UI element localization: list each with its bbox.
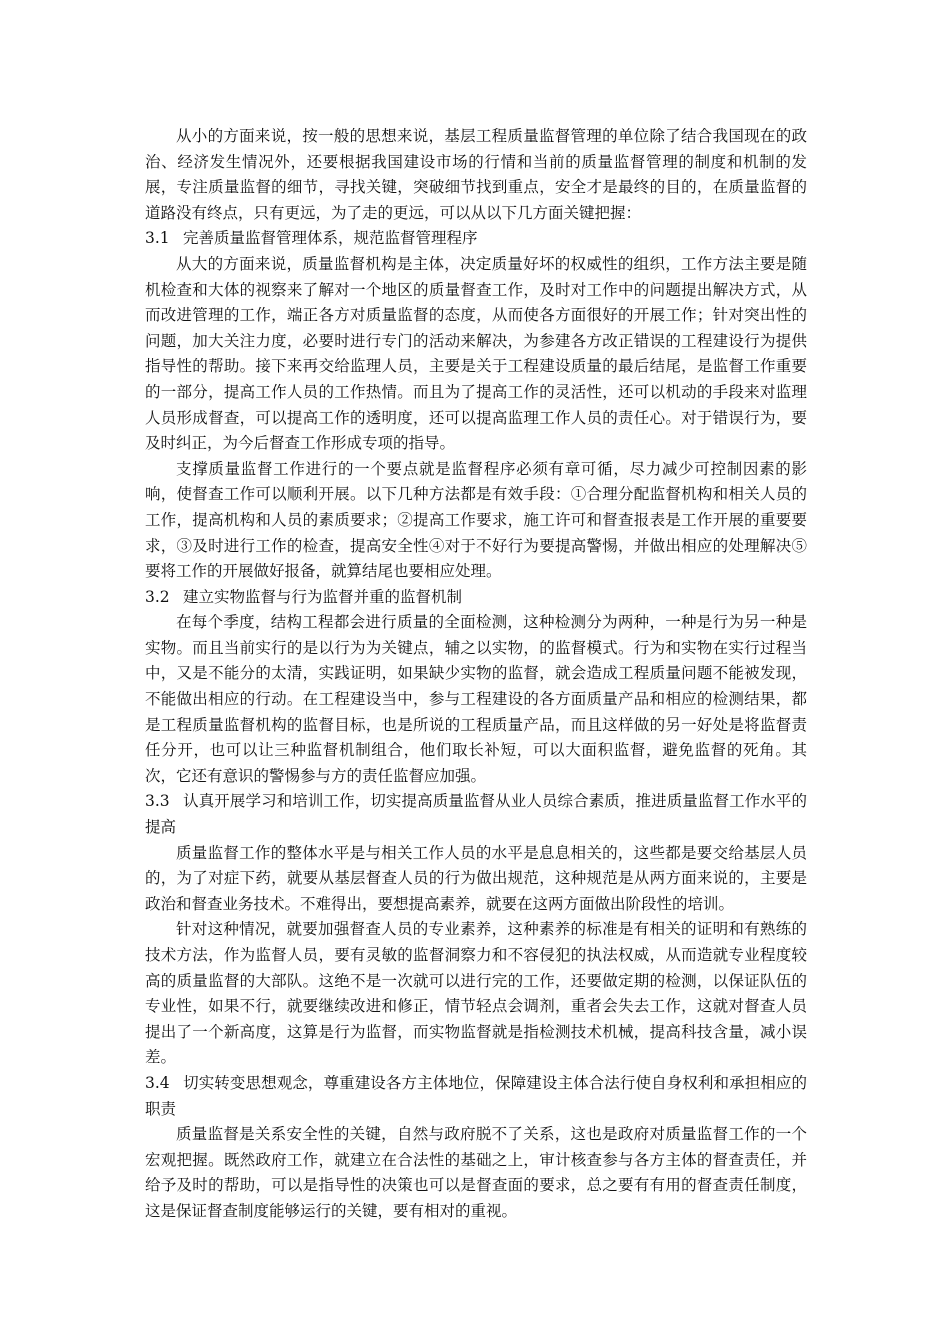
section-title: 建立实物监督与行为监督并重的监督机制 (183, 587, 463, 606)
paragraph: 质量监督是关系安全性的关键，自然与政府脱不了关系，这也是政府对质量监督工作的一个宏观把握。既然政府工作，就建立在合法性的基础之上，审计核查参与各方主体的督查责任，并给予及时的帮助，可以是指导性的决策也可以是督查面的要求，总之要有有用的督查责任制度，这是保证督查制度能够运行的关键，要有相对的重视。 (145, 1125, 807, 1220)
section-heading-3-3 (145, 789, 807, 840)
section-number: 3.3 (145, 792, 170, 811)
section-heading-3-2 (145, 585, 807, 611)
paragraph: 在每个季度，结构工程都会进行质量的全面检测，这种检测分为两种，一种是行为另一种是实物。而且当前实行的是以行为为关键点，辅之以实物，的监督模式。行为和实物在实行过程当中，又是不能分的太清，实践证明，如果缺少实物的监督，就会造成工程质量问题不能被发现，不能做出相应的行动。在工程建设当中，参与工程建设的各方面质量产品和相应的检测结果，都是工程质量监督机构的监督目标，也是所说的工程质量产品，而且这样做的另一好处是将监督责任分开，也可以让三种监督机制组合，他们取长补短，可以大面积监督，避免监督的死角。其次，它还有意识的警惕参与方的责任监督应加强。 (145, 613, 807, 785)
section-title: 认真开展学习和培训工作，切实提高质量监督从业人员综合素质，推进质量监督工作水平的提高 (145, 792, 807, 837)
document-body (145, 124, 807, 1225)
section-number: 3.4 (145, 1073, 170, 1092)
section-number: 3.2 (145, 587, 170, 606)
paragraph: 支撑质量监督工作进行的一个要点就是监督程序必须有章可循，尽力减少可控制因素的影响，使督查工作可以顺利开展。以下几种方法都是有效手段：①合理分配监督机构和相关人员的工作，提高机构和人员的素质要求；②提高工作要求，施工许可和督查报表是工作开展的重要要求，③及时进行工作的检查，提高安全性④对于不好行为要提高警惕，并做出相应的处理解决⑤要将工作的开展做好报备，就算结尾也要相应处理。 (145, 459, 807, 581)
paragraph: 针对这种情况，就要加强督查人员的专业素养，这种素养的标准是有相关的证明和有熟练的技术方法，作为监督人员，要有灵敏的监督洞察力和不容侵犯的执法权威，从而造就专业程度较高的质量监督的大部队。这绝不是一次就可以进行完的工作，还要做定期的检测，以保证队伍的专业性，如果不行，就要继续改进和修正，情节轻点会调剂，重者会失去工作，这就对督查人员提出了一个新高度，这算是行为监督，而实物监督就是指检测技术机械，提高科技含量，减小误差。 (145, 920, 807, 1067)
section-heading-3-4 (145, 1071, 807, 1122)
section-title: 完善质量监督管理体系，规范监督管理程序 (183, 229, 478, 248)
paragraph: 从大的方面来说，质量监督机构是主体，决定质量好坏的权威性的组织，工作方法主要是随机检查和大体的视察来了解对一个地区的质量督查工作，及时对工作中的问题提出解决方式，从而改进管理的工作，端正各方对质量监督的态度，从而使各方面很好的开展工作；针对突出性的问题，加大关注力度，必要时进行专门的活动来解决，为参建各方改正错误的工程建设行为提供指导性的帮助。接下来再交给监理人员，主要是关于工程建设质量的最后结尾，是监督工作重要的一部分，提高工作人员的工作热情。而且为了提高工作的灵活性，还可以机动的手段来对监理人员形成督查，可以提高工作的透明度，还可以提高监理工作人员的责任心。对于错误行为，要及时纠正，为今后督查工作形成专项的指导。 (145, 254, 807, 453)
section-heading-3-1 (145, 226, 807, 252)
section-number: 3.1 (145, 229, 170, 248)
paragraph-intro: 从小的方面来说，按一般的思想来说，基层工程质量监督管理的单位除了结合我国现在的政治、经济发生情况外，还要根据我国建设市场的行情和当前的质量监督管理的制度和机制的发展，专注质量监督的细节，寻找关键，突破细节找到重点，安全才是最终的目的，在质量监督的道路没有终点，只有更远，为了走的更远，可以从以下几方面关键把握： (145, 127, 807, 222)
paragraph: 质量监督工作的整体水平是与相关工作人员的水平是息息相关的，这些都是要交给基层人员的，为了对症下药，就要从基层督查人员的行为做出规范，这种规范是从两方面来说的，主要是政治和督查业务技术。不难得出，要想提高素养，就要在这两方面做出阶段性的培训。 (145, 843, 807, 913)
section-title: 切实转变思想观念，尊重建设各方主体地位，保障建设主体合法行使自身权利和承担相应的职责 (145, 1073, 807, 1118)
